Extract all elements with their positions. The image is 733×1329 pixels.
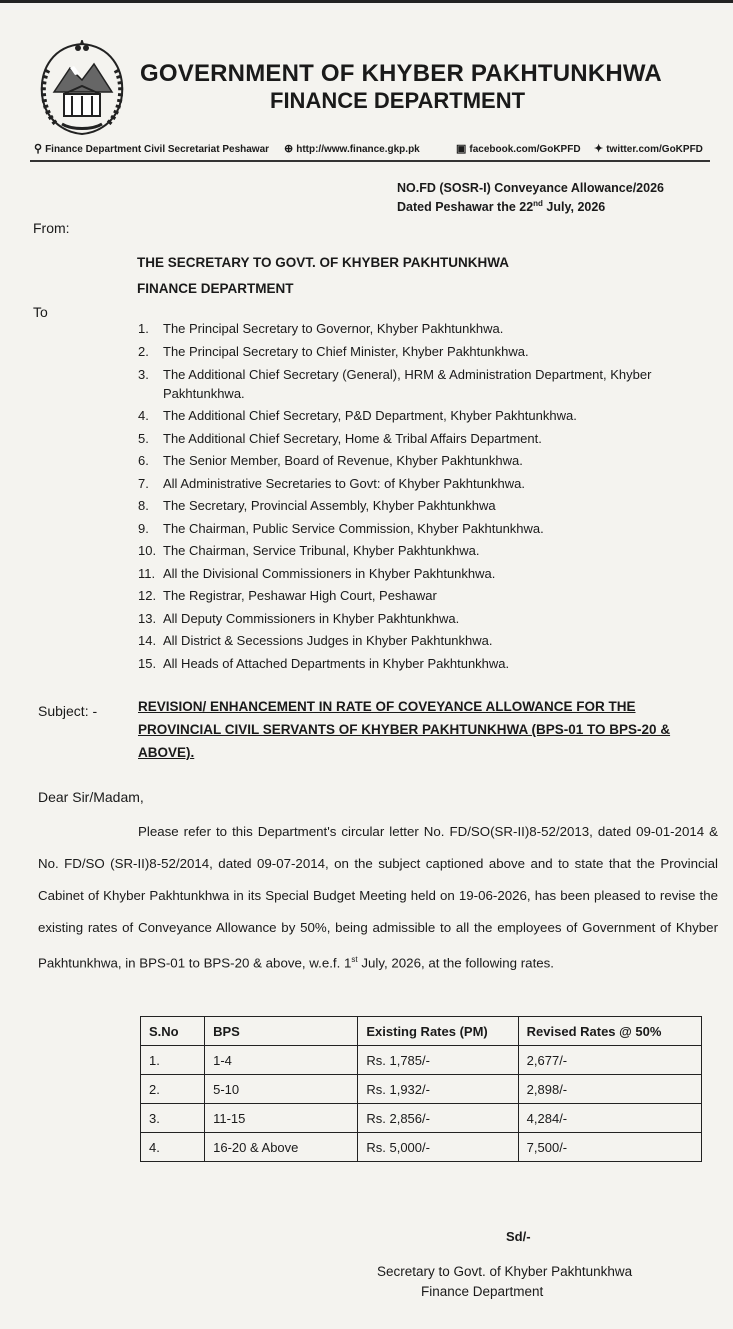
twitter-icon: ✦ [594, 143, 604, 155]
signatory-title: Secretary to Govt. of Khyber Pakhtunkhwa [377, 1264, 633, 1279]
recipient-item [138, 365, 713, 403]
contact-bar [34, 140, 714, 160]
recipient-text: The Chairman, Service Tribunal, Khyber Pakhtunkhwa. [163, 543, 480, 558]
sender-line-2: FINANCE DEPARTMENT [137, 281, 294, 296]
cell-revised-rate: 2,677/- [518, 1046, 701, 1075]
globe-icon: ⊕ [284, 143, 294, 155]
recipient-number: 9. [138, 520, 149, 536]
recipient-item [138, 428, 713, 451]
cell-bps: 11-15 [205, 1104, 358, 1133]
rates-table [140, 1016, 702, 1162]
recipient-text: All Deputy Commissioners in Khyber Pakhtunkhwa. [163, 610, 460, 626]
government-title: GOVERNMENT OF KHYBER PAKHTUNKHWA [140, 60, 662, 87]
column-header-existing-rates: Existing Rates (PM) [358, 1017, 518, 1046]
recipient-text: All the Divisional Commissioners in Khyber Pakhtunkhwa. [163, 565, 496, 581]
cell-sno: 4. [141, 1133, 205, 1162]
recipient-number: 5. [138, 430, 149, 446]
recipient-item [138, 318, 713, 341]
cell-sno: 3. [141, 1104, 205, 1133]
from-label: From: [33, 220, 70, 236]
recipient-item [138, 495, 713, 518]
recipient-item [138, 630, 713, 653]
recipient-number: 4. [138, 408, 149, 423]
recipient-item [138, 653, 713, 676]
recipient-item [138, 473, 713, 496]
salutation: Dear Sir/Madam, [38, 789, 144, 805]
cell-revised-rate: 7,500/- [518, 1133, 701, 1162]
subject-text: REVISION/ ENHANCEMENT IN RATE OF COVEYANCE ALLOWANCE FOR THE PROVINCIAL CIVIL SERVANTS OF KHYBER PAKHTUNKHWA (BPS-01 TO BPS-20 & ABOVE). [138, 699, 671, 760]
recipient-text: The Senior Member, Board of Revenue, Khyber Pakhtunkhwa. [163, 453, 523, 468]
cell-existing-rate: Rs. 5,000/- [358, 1133, 518, 1162]
table-row [141, 1104, 702, 1133]
recipient-number: 6. [138, 453, 149, 468]
contact-facebook[interactable]: ▣ facebook.com/GoKPFD [456, 143, 581, 155]
sender-block [137, 250, 509, 302]
header-divider [30, 160, 710, 162]
recipient-number: 15. [138, 655, 157, 671]
location-pin-icon: ⚲ [34, 143, 43, 155]
table-row [141, 1046, 702, 1075]
subject-label: Subject: - [38, 703, 98, 719]
cell-revised-rate: 2,898/- [518, 1075, 701, 1104]
cell-bps: 1-4 [205, 1046, 358, 1075]
department-title: FINANCE DEPARTMENT [270, 88, 526, 113]
recipient-number: 11. [138, 565, 156, 581]
recipient-item [138, 518, 713, 541]
column-header-sno: S.No [141, 1017, 205, 1046]
top-border [0, 0, 733, 3]
recipient-number: 7. [138, 475, 149, 491]
cell-revised-rate: 4,284/- [518, 1104, 701, 1133]
recipient-item [138, 585, 713, 608]
signatory-department: Finance Department [421, 1284, 544, 1299]
body-paragraph: Please refer to this Department's circular letter No. FD/SO(SR-II)8-52/2013, dated 09-01-2014 & No. FD/SO (SR-II)8-52/2014, dated 09-07-2014, on the subject captioned above and to state that the Provincial Cabinet of Khyber Pakhtunkhwa in its Special Budget Meeting held on 19-06-2026, has been pleased to revise the existing rates of Conveyance Allowance by 50%, being admissible to all the employees of Government of Khyber Pakhtunkhwa, in BPS-01 to BPS-20 & above, w.e.f. 1st July, 2026, at the following rates. [38, 824, 718, 971]
recipient-text: All Heads of Attached Departments in Khyber Pakhtunkhwa. [163, 655, 510, 671]
reference-number: NO.FD (SOSR-I) Conveyance Allowance/2026 [397, 181, 664, 195]
recipient-text: The Principal Secretary to Governor, Khyber Pakhtunkhwa. [163, 321, 504, 336]
contact-twitter[interactable]: ✦ twitter.com/GoKPFD [594, 143, 703, 155]
cell-bps: 5-10 [205, 1075, 358, 1104]
recipient-text: The Additional Chief Secretary (General), HRM & Administration Department, Khyber [163, 367, 652, 382]
cell-sno: 2. [141, 1075, 205, 1104]
recipient-text: The Secretary, Provincial Assembly, Khyber Pakhtunkhwa [163, 498, 496, 513]
recipient-number: 10. [138, 543, 157, 558]
recipient-number: 2. [138, 343, 149, 359]
recipient-text: The Additional Chief Secretary, Home & Tribal Affairs Department. [163, 430, 542, 446]
facebook-icon: ▣ [456, 143, 467, 155]
table-row [141, 1075, 702, 1104]
recipient-number: 13. [138, 610, 157, 626]
recipient-number: 14. [138, 633, 157, 648]
signed-mark: Sd/- [506, 1229, 531, 1244]
to-label: To [33, 304, 48, 320]
table-header-row [141, 1017, 702, 1046]
recipient-item [138, 405, 713, 428]
recipient-item [138, 341, 713, 364]
recipient-item [138, 563, 713, 586]
column-header-bps: BPS [205, 1017, 358, 1046]
recipient-text: All Administrative Secretaries to Govt: of Khyber Pakhtunkhwa. [163, 475, 526, 491]
recipient-number: 3. [138, 367, 149, 382]
contact-website[interactable]: ⊕ http://www.finance.gkp.pk [284, 143, 420, 155]
recipient-text: The Registrar, Peshawar High Court, Peshawar [163, 588, 437, 603]
cell-existing-rate: Rs. 1,932/- [358, 1075, 518, 1104]
recipient-item [138, 608, 713, 631]
recipient-item [138, 450, 713, 473]
recipient-text: The Chairman, Public Service Commission, Khyber Pakhtunkhwa. [163, 520, 544, 536]
cell-existing-rate: Rs. 1,785/- [358, 1046, 518, 1075]
recipient-text: All District & Secessions Judges in Khyber Pakhtunkhwa. [163, 633, 493, 648]
recipient-number: 8. [138, 498, 149, 513]
recipient-text-continued: Pakhtunkhwa. [163, 386, 245, 401]
column-header-revised-rates: Revised Rates @ 50% [518, 1017, 701, 1046]
sender-line-1: THE SECRETARY TO GOVT. OF KHYBER PAKHTUNKHWA [137, 255, 510, 270]
recipient-text: The Principal Secretary to Chief Minister, Khyber Pakhtunkhwa. [163, 343, 529, 359]
recipient-number: 1. [138, 321, 149, 336]
government-seal-icon [34, 40, 130, 138]
reference-block [397, 180, 664, 215]
cell-bps: 16-20 & Above [205, 1133, 358, 1162]
recipient-item [138, 540, 713, 563]
cell-sno: 1. [141, 1046, 205, 1075]
recipient-text: The Additional Chief Secretary, P&D Department, Khyber Pakhtunkhwa. [163, 408, 577, 423]
reference-date: Dated Peshawar the 22nd July, 2026 [397, 199, 606, 215]
recipient-number: 12. [138, 588, 157, 603]
cell-existing-rate: Rs. 2,856/- [358, 1104, 518, 1133]
contact-address: ⚲ Finance Department Civil Secretariat Peshawar [34, 143, 270, 155]
recipient-list [138, 318, 713, 675]
table-row [141, 1133, 702, 1162]
